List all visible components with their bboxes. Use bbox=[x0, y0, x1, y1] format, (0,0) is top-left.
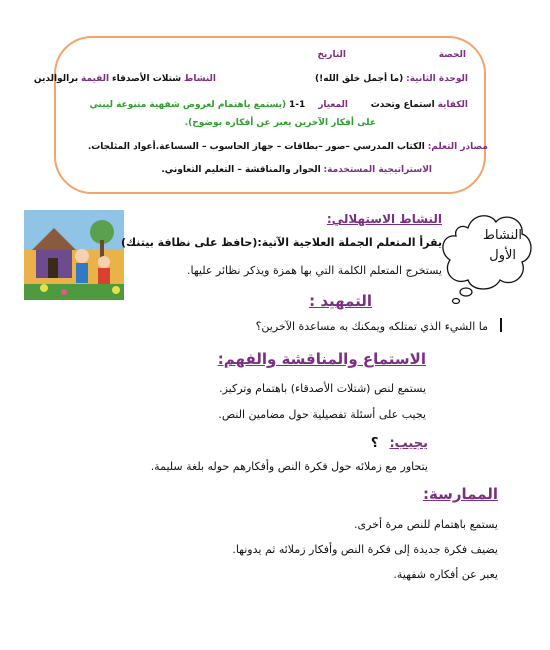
children-garden-illustration bbox=[24, 210, 124, 300]
practice-line1: يستمع باهتمام للنص مرة أخرى. bbox=[354, 518, 498, 531]
unit-label: الوحدة الثانية: bbox=[406, 74, 468, 84]
activity-row bbox=[34, 74, 216, 84]
warmup-task-text: يقرأ المتعلم الجملة العلاجية الآتية:(حافظ على نظافة بيتنك) bbox=[120, 236, 442, 249]
sources-row bbox=[88, 142, 488, 152]
practice-line3: يعبر عن أفكاره شفهية. bbox=[393, 568, 498, 581]
listening-line2: يجيب على أسئلة تفصيلية حول مضامين النص. bbox=[218, 408, 426, 421]
answer-heading: يجيب: bbox=[389, 436, 428, 451]
standard-label: المعيار bbox=[318, 100, 348, 110]
warmup-line: يستخرج المتعلم الكلمة التي بها همزة ويذكر نظائر عليها. bbox=[186, 264, 442, 277]
value-label: القيمة bbox=[81, 74, 110, 84]
date-label: التاريخ bbox=[317, 50, 346, 60]
intro-heading: التمهيد : bbox=[309, 292, 372, 310]
intro-question: ما الشيء الذي تمتلكه ويمكنك به مساعدة الآخرين؟ bbox=[255, 320, 488, 333]
practice-line2: يضيف فكرة جديدة إلى فكرة النص وأفكار زملائه ثم يدونها. bbox=[232, 543, 498, 556]
warmup-task bbox=[121, 236, 442, 249]
unit-row bbox=[315, 74, 468, 84]
unit-value: (ما أجمل خلق الله!) bbox=[315, 74, 404, 84]
standard-number: 1-1 bbox=[289, 100, 306, 110]
competency-row bbox=[371, 100, 468, 110]
answer-row bbox=[371, 432, 428, 451]
strategy-value: الحوار والمناقشة – التعليم التعاوني. bbox=[161, 165, 321, 175]
strategy-row bbox=[161, 165, 432, 175]
warmup-heading: النشاط الاستهلالي: bbox=[326, 212, 442, 226]
strategy-label: الاستراتيجية المستخدمة: bbox=[323, 165, 432, 175]
thought-cloud-icon bbox=[438, 208, 536, 306]
standard-text-line2: على أفكار الآخرين يعبر عن أفكاره بوضوح). bbox=[184, 118, 376, 128]
answer-mark: ؟ bbox=[370, 436, 379, 451]
text-cursor bbox=[500, 318, 502, 332]
standard-text-line1: (يستمع باهتمام لعروض شفهية متنوعة ليبني bbox=[89, 100, 287, 110]
answer-line: يتحاور مع زملائه حول فكرة النص وأفكارهم حوله بلغة سليمة. bbox=[150, 460, 428, 473]
cloud-text-line2: الأول bbox=[489, 248, 516, 263]
standard-row bbox=[89, 100, 348, 110]
lesson-label: الحصة bbox=[438, 50, 466, 60]
activity-label: النشاط bbox=[183, 74, 216, 84]
listening-line1: يستمع لنص (شتلات الأصدقاء) باهتمام وتركيز. bbox=[219, 382, 426, 395]
activity-value: شتلات الأصدقاء bbox=[112, 74, 182, 84]
listening-heading: الاستماع والمناقشة والفهم: bbox=[217, 350, 426, 368]
competency-label: الكفاية bbox=[437, 100, 468, 110]
practice-heading: الممارسة: bbox=[423, 485, 498, 503]
cloud-text-line1: النشاط bbox=[482, 228, 522, 243]
competency-value: استماع وتحدث bbox=[370, 100, 435, 110]
sources-label: مصادر التعلم: bbox=[427, 142, 488, 152]
value-value: برالوالدين bbox=[33, 74, 79, 84]
sources-value: الكتاب المدرسي –صور –بطاقات – جهاز الحاسوب – السساعة.أعواد المثلجات. bbox=[87, 142, 425, 152]
